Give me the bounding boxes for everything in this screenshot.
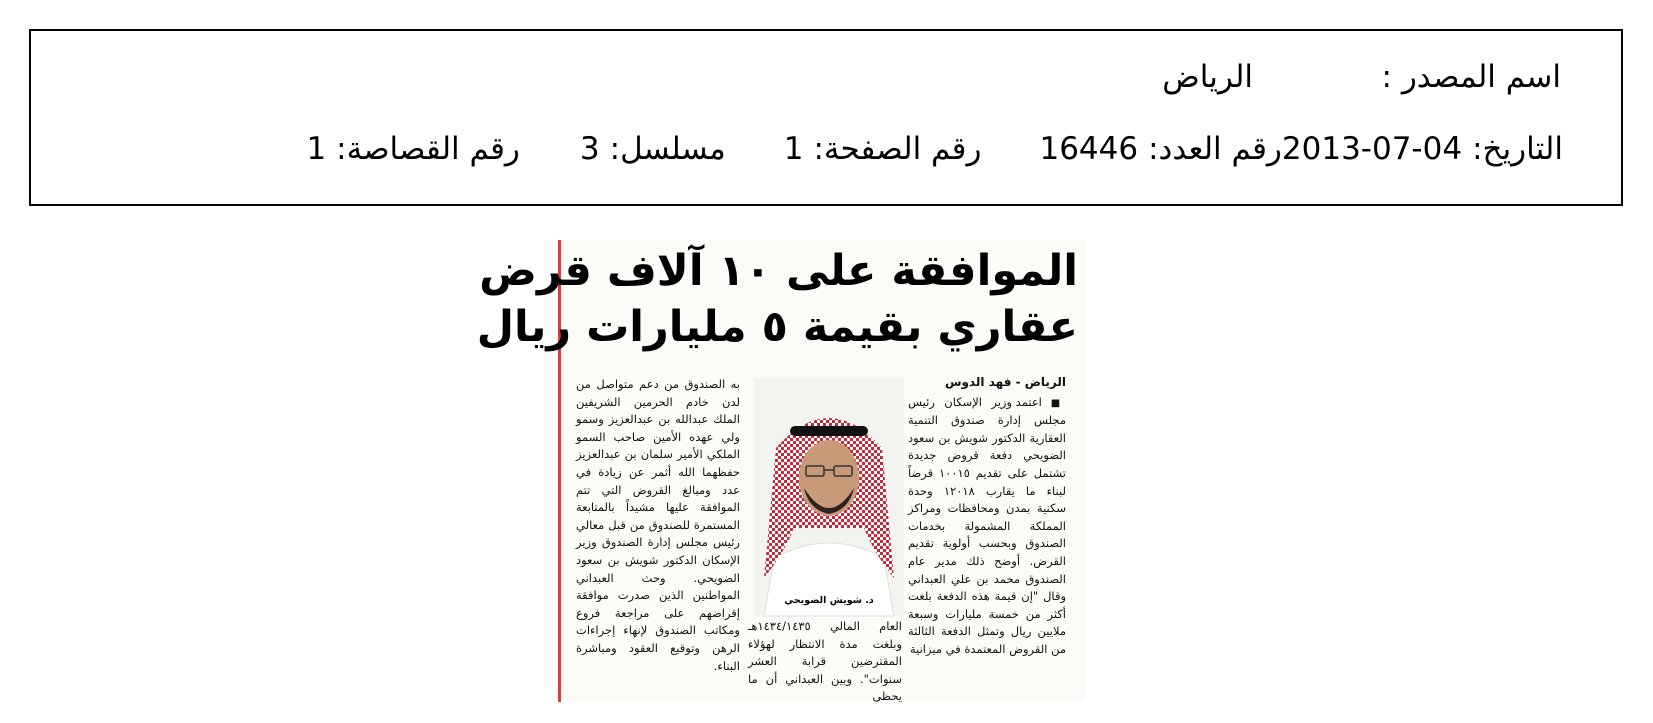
- metadata-row: [256, 129, 1563, 169]
- clipping-label: رقم القصاصة:: [336, 131, 520, 167]
- paragraph-marker-icon: ■: [1041, 397, 1066, 409]
- serial-field: [580, 129, 726, 169]
- column-right-text: اعتمد وزير الإسكان رئيس مجلس إدارة صندوق التنمية العقارية الدكتور شويش بن سعود الضويحي دفعة قروض جديدة تشتمل على تقديم ١٠٠١٥ قرضاً لبناء ما يقارب ١٢٠١٨ وحدة سكنية بمدن ومحافظات ومراكز المملكة المشمولة بخدمات الصندوق وبحسب أولوية تقديم القرض. أوضح ذلك مدير عام الصندوق محمد بن علي العبداني وقال "إن قيمة هذه الدفعة بلغت أكثر من خمسة مليارات وسبعة ملايين ريال وتمثل الدفعة الثالثة من القروض المعتمدة في ميزانية: [908, 394, 1066, 656]
- metadata-header: [29, 29, 1623, 206]
- byline: الرياض - فهد الدوس: [944, 375, 1066, 389]
- date-field: [1282, 129, 1563, 169]
- article-column-right: [908, 374, 1066, 659]
- article-column-left: به الصندوق من دعم متواصل من لدن خادم الحرمين الشريفين الملك عبدالله بن عبدالعزيز وسمو ولي عهده الأمين صاحب السمو الملكي الأمير سلمان بن عبدالعزيز حفظهما الله أثمر عن زيادة في عدد ومبالغ القروض التي تتم الموافقة عليها مشيداً بالمتابعة المستمرة للصندوق من قبل معالي رئيس مجلس إدارة الصندوق وزير الإسكان الدكتور شويش بن سعود الضويحي. وحث العبداني المواطنين الذين صدرت موافقة إقراضهم على مراجعة فروع ومكاتب الصندوق لإنهاء إجراءات الرهن وتوقيع العقود ومباشرة البناء.: [576, 377, 740, 673]
- clipping-value: 1: [306, 131, 327, 167]
- date-value: 2013-07-04: [1281, 131, 1463, 167]
- date-label: التاريخ:: [1472, 131, 1563, 167]
- headline-line-2: عقاري بقيمة ٥ مليارات ريال: [476, 302, 1078, 352]
- clipping-field: [306, 129, 519, 169]
- portrait-illustration: [754, 378, 904, 616]
- page-label: رقم الصفحة:: [813, 131, 982, 167]
- source-label: اسم المصدر :: [1381, 59, 1561, 95]
- serial-label: مسلسل:: [609, 131, 726, 167]
- photo-caption: د. شويش الضويحي: [784, 595, 874, 606]
- issue-label: رقم العدد:: [1148, 131, 1282, 167]
- article-column-middle: العام المالي ١٤٣٤/١٤٣٥هـ وبلغت مدة الانتظار لهؤلاء المقترضين قرابة العشر سنوات". وبين العبداني أن ما يحظى: [748, 619, 902, 704]
- issue-field: [1039, 129, 1281, 169]
- source-value: الرياض: [1162, 59, 1253, 95]
- issue-value: 16446: [1039, 131, 1139, 167]
- page-field: [784, 129, 982, 169]
- page-value: 1: [783, 131, 804, 167]
- serial-value: 3: [579, 131, 600, 167]
- author-photo: [754, 378, 904, 616]
- newspaper-clipping: [476, 240, 1086, 704]
- headline-line-1: الموافقة على ١٠ آلاف قرض: [479, 246, 1078, 296]
